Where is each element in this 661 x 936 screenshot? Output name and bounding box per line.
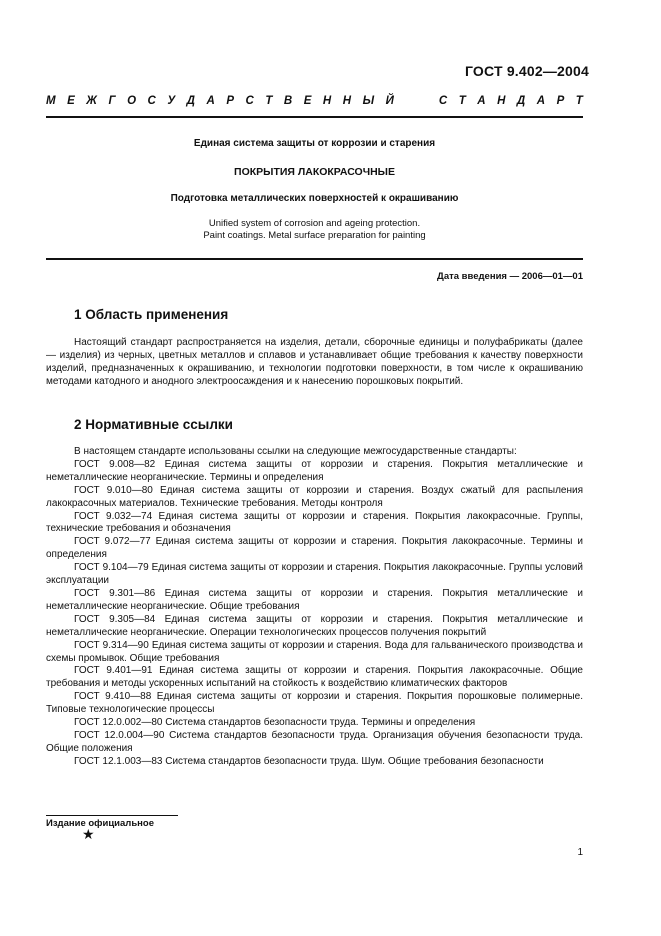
letter: Н: [322, 95, 332, 107]
reference-item: ГОСТ 9.305—84 Единая система защиты от коррозии и старения. Покрытия металлические и неметаллические неорганические. Операции технологических процессов получения покрытий: [46, 613, 583, 638]
letter: С: [438, 95, 448, 107]
page-number: 1: [577, 847, 583, 858]
letter: Т: [265, 95, 273, 107]
reference-item: ГОСТ 9.314—90 Единая система защиты от коррозии и старения. Вода для гальванического производства и схемы промывок. Общие требования: [46, 639, 583, 664]
system-title: Единая система защиты от коррозии и старения: [193, 138, 436, 149]
section-1-text: Настоящий стандарт распространяется на изделия, детали, сборочные единицы и полуфабрикаты (далее — изделия) из черных, цветных металлов и сплавов и устанавливает общие требования к качеству поверхности изделий, предназначенных к окрашиванию, и технологии подготовки поверхности, в том числе к окрашиванию методами катодного и анодного электроосаждения и к нанесению порошковых покрытий.: [46, 337, 583, 387]
introduction-date: Дата введения — 2006—01—01: [437, 271, 583, 282]
reference-item: ГОСТ 9.410—88 Единая система защиты от коррозии и старения. Покрытия порошковые полимерные. Типовые технологические процессы: [46, 691, 583, 716]
letter: Т: [458, 95, 466, 107]
letter: Е: [303, 95, 312, 107]
reference-item: ГОСТ 9.401—91 Единая система защиты от коррозии и старения. Покрытия лакокрасочные. Общие требования и методы ускоренных испытаний на стойкость к воздействию климатических факторов: [46, 665, 583, 690]
letter: Д: [186, 95, 195, 107]
letter: Т: [575, 95, 583, 107]
footer-divider: [46, 815, 178, 816]
letter: Й: [385, 95, 394, 107]
letter: А: [206, 95, 215, 107]
reference-item: ГОСТ 9.072—77 Единая система защиты от коррозии и старения. Покрытия лакокрасочные. Термины и определения: [46, 536, 583, 561]
reference-item: ГОСТ 12.0.002—80 Система стандартов безопасности труда. Термины и определения: [74, 717, 476, 729]
gost-code: ГОСТ 9.402—2004: [464, 63, 589, 79]
reference-item: ГОСТ 9.008—82 Единая система защиты от коррозии и старения. Покрытия металлические и неметаллические неорганические. Термины и определения: [46, 458, 583, 483]
letter: Е: [67, 95, 75, 107]
letter: С: [147, 95, 156, 107]
reference-item: ГОСТ 9.010—80 Единая система защиты от коррозии и старения. Воздух сжатый для распыления лакокрасочных материалов. Технические требования. Методы контроля: [46, 484, 583, 509]
references-intro: В настоящем стандарте использованы ссылки на следующие межгосударственные стандарты:: [74, 446, 517, 457]
letter: Н: [497, 95, 506, 107]
letter: Д: [516, 95, 526, 107]
letter: Р: [226, 95, 234, 107]
letter: Ы: [362, 95, 375, 107]
letter: М: [46, 95, 56, 107]
letter: Ж: [86, 95, 97, 107]
official-edition-label: Издание официальное: [46, 818, 154, 829]
references-list: [46, 446, 583, 769]
main-title: ПОКРЫТИЯ ЛАКОКРАСОЧНЫЕ: [234, 166, 395, 178]
middle-divider: [46, 258, 583, 260]
subtitle: Подготовка металлических поверхностей к окрашиванию: [170, 193, 459, 204]
letter: Р: [556, 95, 565, 107]
star-icon: ★: [82, 826, 95, 842]
letter: В: [283, 95, 293, 107]
reference-item: ГОСТ 9.104—79 Единая система защиты от коррозии и старения. Покрытия лакокрасочные. Группы условий эксплуатации: [46, 562, 583, 587]
letter: Г: [108, 95, 116, 107]
reference-item: ГОСТ 12.1.003—83 Система стандартов безопасности труда. Шум. Общие требования безопасности: [74, 755, 544, 767]
letter: У: [167, 95, 176, 107]
reference-item: ГОСТ 9.301—86 Единая система защиты от коррозии и старения. Покрытия металлические и неметаллические неорганические. Общие требования: [46, 587, 583, 612]
section-1-heading: 1 Область применения: [74, 307, 229, 322]
letter: О: [127, 95, 137, 107]
letter: Н: [342, 95, 352, 107]
letter: С: [245, 95, 254, 107]
letter: А: [477, 95, 486, 107]
top-divider: [46, 116, 583, 118]
english-title-line1: Unified system of corrosion and ageing protection.: [208, 218, 421, 229]
interstate-standard-heading: [46, 95, 583, 107]
reference-item: ГОСТ 12.0.004—90 Система стандартов безопасности труда. Организация обучения безопасности труда. Общие положения: [46, 729, 583, 754]
reference-item: ГОСТ 9.032—74 Единая система защиты от коррозии и старения. Покрытия лакокрасочные. Группы, технические требования и обозначения: [46, 510, 583, 535]
letter: А: [536, 95, 546, 107]
english-title-line2: Paint coatings. Metal surface preparation for painting: [203, 230, 426, 241]
section-2-heading: 2 Нормативные ссылки: [74, 417, 233, 432]
word-gap: [405, 95, 427, 107]
